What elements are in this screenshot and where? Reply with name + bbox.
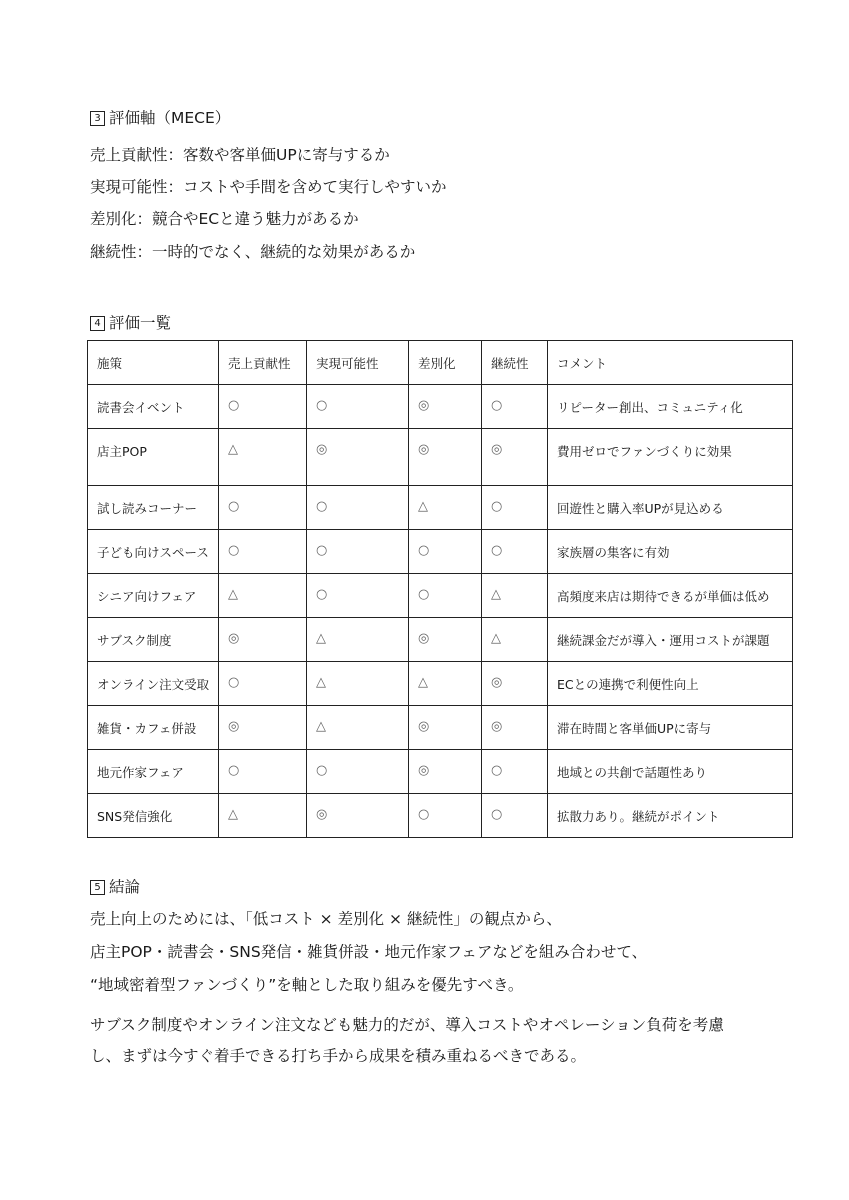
sales-contribution-cell: △	[219, 574, 307, 618]
measure-cell: オンライン注文受取	[88, 662, 219, 706]
differentiation-cell: △	[409, 486, 482, 530]
comment-cell: 拡散力あり。継続がポイント	[548, 794, 793, 838]
comment-cell: 回遊性と購入率UPが見込める	[548, 486, 793, 530]
continuity-cell: ○	[482, 385, 548, 429]
comment-cell: 費用ゼロでファンづくりに効果	[548, 429, 793, 486]
measure-cell: 子ども向けスペース	[88, 530, 219, 574]
continuity-cell: ○	[482, 530, 548, 574]
differentiation-cell: ◎	[409, 429, 482, 486]
table-row	[88, 486, 793, 530]
section-title: 評価一覧	[109, 314, 172, 332]
table-row	[88, 618, 793, 662]
column-header: 継続性	[482, 341, 548, 385]
comment-cell: 高頻度来店は期待できるが単価は低め	[548, 574, 793, 618]
measure-cell: SNS発信強化	[88, 794, 219, 838]
criterion-line: 継続性：一時的でなく、継続的な効果があるか	[90, 243, 416, 261]
feasibility-cell: ◎	[307, 794, 409, 838]
sales-contribution-cell: ○	[219, 750, 307, 794]
continuity-cell: ◎	[482, 706, 548, 750]
feasibility-cell: △	[307, 662, 409, 706]
comment-cell: リピーター創出、コミュニティ化	[548, 385, 793, 429]
criterion-line: 売上貢献性：客数や客単価UPに寄与するか	[90, 146, 390, 164]
table-row	[88, 706, 793, 750]
differentiation-cell: ○	[409, 794, 482, 838]
continuity-cell: ○	[482, 486, 548, 530]
continuity-cell: ◎	[482, 429, 548, 486]
section-4-heading	[90, 313, 171, 333]
table-row	[88, 794, 793, 838]
section-number-badge: 4	[90, 316, 105, 331]
feasibility-cell: ○	[307, 385, 409, 429]
table-row	[88, 574, 793, 618]
measure-cell: 雑貨・カフェ併設	[88, 706, 219, 750]
table-row	[88, 750, 793, 794]
measure-cell: 店主POP	[88, 429, 219, 486]
conclusion-line: サブスク制度やオンライン注文なども魅力的だが、導入コストやオペレーション負荷を考慮	[90, 1016, 724, 1034]
column-header: コメント	[548, 341, 793, 385]
conclusion-line: 店主POP・読書会・SNS発信・雑貨併設・地元作家フェアなどを組み合わせて、	[90, 943, 648, 961]
differentiation-cell: ◎	[409, 618, 482, 662]
comment-cell: 継続課金だが導入・運用コストが課題	[548, 618, 793, 662]
measure-cell: 読書会イベント	[88, 385, 219, 429]
column-header: 施策	[88, 341, 219, 385]
sales-contribution-cell: ○	[219, 530, 307, 574]
conclusion-line: し、まずは今すぐ着手できる打ち手から成果を積み重ねるべきである。	[90, 1047, 587, 1065]
continuity-cell: ○	[482, 750, 548, 794]
continuity-cell: ◎	[482, 662, 548, 706]
table-row	[88, 662, 793, 706]
differentiation-cell: ◎	[409, 750, 482, 794]
section-number-badge: 3	[90, 111, 105, 126]
continuity-cell: △	[482, 618, 548, 662]
table-row	[88, 385, 793, 429]
sales-contribution-cell: ○	[219, 662, 307, 706]
feasibility-cell: ◎	[307, 429, 409, 486]
sales-contribution-cell: ○	[219, 486, 307, 530]
evaluation-table	[87, 340, 793, 838]
comment-cell: 滞在時間と客単価UPに寄与	[548, 706, 793, 750]
sales-contribution-cell: △	[219, 429, 307, 486]
section-title: 評価軸（MECE）	[109, 109, 231, 127]
measure-cell: サブスク制度	[88, 618, 219, 662]
differentiation-cell: ◎	[409, 385, 482, 429]
differentiation-cell: ◎	[409, 706, 482, 750]
column-header: 実現可能性	[307, 341, 409, 385]
feasibility-cell: ○	[307, 574, 409, 618]
comment-cell: 家族層の集客に有効	[548, 530, 793, 574]
measure-cell: シニア向けフェア	[88, 574, 219, 618]
feasibility-cell: ○	[307, 530, 409, 574]
conclusion-line: 売上向上のためには、「低コスト × 差別化 × 継続性」の観点から、	[90, 910, 562, 928]
differentiation-cell: ○	[409, 574, 482, 618]
feasibility-cell: △	[307, 618, 409, 662]
column-header: 差別化	[409, 341, 482, 385]
sales-contribution-cell: ○	[219, 385, 307, 429]
section-title: 結論	[109, 878, 141, 896]
feasibility-cell: ○	[307, 750, 409, 794]
section-number-badge: 5	[90, 880, 105, 895]
conclusion-line: “地域密着型ファンづくり”を軸とした取り組みを優先すべき。	[90, 976, 524, 994]
sales-contribution-cell: ◎	[219, 618, 307, 662]
feasibility-cell: ○	[307, 486, 409, 530]
continuity-cell: △	[482, 574, 548, 618]
column-header: 売上貢献性	[219, 341, 307, 385]
section-5-heading	[90, 877, 140, 897]
measure-cell: 地元作家フェア	[88, 750, 219, 794]
table-row	[88, 429, 793, 486]
continuity-cell: ○	[482, 794, 548, 838]
measure-cell: 試し読みコーナー	[88, 486, 219, 530]
section-3-heading	[90, 108, 230, 128]
comment-cell: ECとの連携で利便性向上	[548, 662, 793, 706]
table-header-row	[88, 341, 793, 385]
sales-contribution-cell: ◎	[219, 706, 307, 750]
criterion-line: 実現可能性：コストや手間を含めて実行しやすいか	[90, 178, 447, 196]
differentiation-cell: ○	[409, 530, 482, 574]
feasibility-cell: △	[307, 706, 409, 750]
comment-cell: 地域との共創で話題性あり	[548, 750, 793, 794]
sales-contribution-cell: △	[219, 794, 307, 838]
differentiation-cell: △	[409, 662, 482, 706]
criterion-line: 差別化：競合やECと違う魅力があるか	[90, 210, 359, 228]
table-row	[88, 530, 793, 574]
